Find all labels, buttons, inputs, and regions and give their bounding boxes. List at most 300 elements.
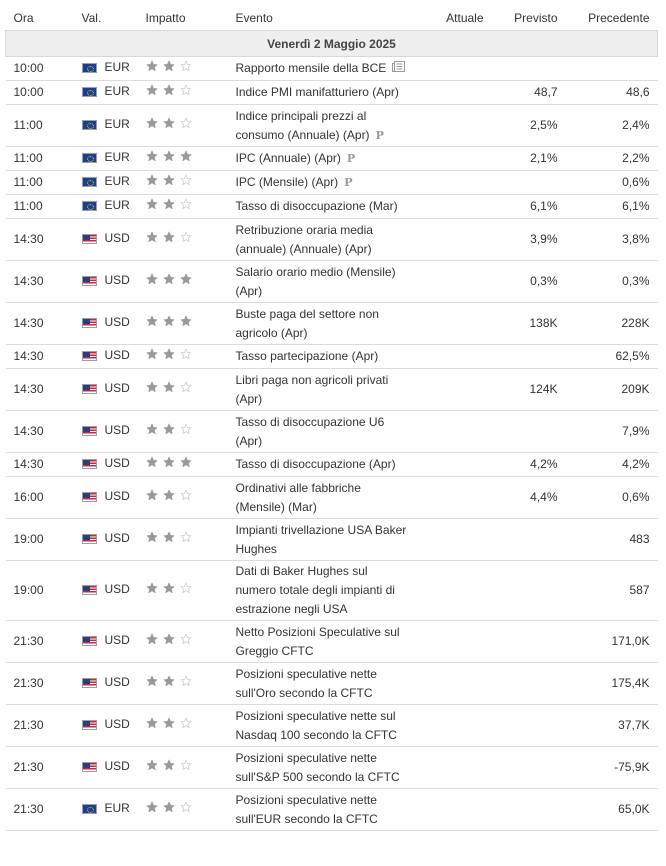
- star-filled-icon: [180, 315, 192, 327]
- impact-cell: [138, 147, 228, 171]
- event-name[interactable]: Buste paga del settore non agricolo (Apr): [235, 306, 379, 340]
- header-currency[interactable]: Val.: [74, 6, 138, 31]
- header-event[interactable]: Evento: [228, 6, 416, 31]
- actual-cell: [416, 621, 492, 663]
- event-cell[interactable]: [228, 747, 416, 789]
- star-filled-icon: [163, 531, 175, 543]
- event-name[interactable]: Tasso di disoccupazione (Mar): [235, 199, 398, 213]
- event-cell[interactable]: [228, 519, 416, 561]
- event-cell[interactable]: [228, 147, 416, 171]
- event-name[interactable]: Rapporto mensile della BCE: [235, 60, 387, 75]
- time-cell: 14:30: [6, 303, 74, 345]
- event-cell[interactable]: [228, 261, 416, 303]
- event-row[interactable]: [6, 261, 658, 303]
- impact-cell: [138, 81, 228, 105]
- event-row[interactable]: [6, 789, 658, 831]
- event-name[interactable]: Salario orario medio (Mensile) (Apr): [235, 264, 396, 298]
- header-forecast[interactable]: Previsto: [492, 6, 566, 31]
- impact-cell: [138, 219, 228, 261]
- currency-cell: [74, 345, 138, 369]
- time-cell: 21:30: [6, 747, 74, 789]
- event-row[interactable]: [6, 195, 658, 219]
- time-cell: 14:30: [6, 345, 74, 369]
- forecast-cell: 138K: [492, 303, 566, 345]
- impact-stars: [146, 633, 192, 645]
- event-cell[interactable]: [228, 303, 416, 345]
- actual-cell: [416, 261, 492, 303]
- impact-stars: [146, 456, 192, 468]
- event-row[interactable]: [6, 621, 658, 663]
- time-cell: 11:00: [6, 195, 74, 219]
- previous-cell: 2,4%: [566, 105, 658, 147]
- star-filled-icon: [146, 231, 158, 243]
- us-flag-icon: [82, 384, 97, 394]
- header-time[interactable]: Ora: [6, 6, 74, 31]
- preliminary-icon: P: [346, 152, 356, 165]
- event-name[interactable]: Indice PMI manifatturiero (Apr): [235, 85, 399, 99]
- impact-stars: [146, 150, 192, 162]
- star-empty-icon: [180, 348, 192, 360]
- forecast-cell: [492, 57, 566, 81]
- currency-code: USD: [104, 315, 130, 330]
- event-row[interactable]: [6, 747, 658, 789]
- star-filled-icon: [146, 381, 158, 393]
- economic-calendar: [5, 6, 657, 831]
- currency-cell: [74, 57, 138, 81]
- star-empty-icon: [180, 60, 192, 72]
- eu-flag-icon: [82, 201, 97, 211]
- header-impact[interactable]: Impatto: [138, 6, 228, 31]
- star-filled-icon: [163, 717, 175, 729]
- time-cell: 19:00: [6, 519, 74, 561]
- previous-cell: 171,0K: [566, 621, 658, 663]
- star-filled-icon: [146, 717, 158, 729]
- star-empty-icon: [180, 717, 192, 729]
- eu-flag-icon: [82, 87, 97, 97]
- actual-cell: [416, 477, 492, 519]
- event-name[interactable]: Indice principali prezzi al consumo (Annuale) (Apr): [235, 108, 370, 142]
- impact-stars: [146, 531, 192, 543]
- forecast-cell: [492, 411, 566, 453]
- previous-cell: 587: [566, 561, 658, 621]
- actual-cell: [416, 57, 492, 81]
- currency-cell: [74, 705, 138, 747]
- impact-stars: [146, 489, 192, 501]
- currency-code: EUR: [104, 117, 130, 132]
- us-flag-icon: [82, 585, 97, 595]
- impact-cell: [138, 789, 228, 831]
- actual-cell: [416, 705, 492, 747]
- event-cell[interactable]: [228, 369, 416, 411]
- star-filled-icon: [180, 150, 192, 162]
- previous-cell: 483: [566, 519, 658, 561]
- event-cell[interactable]: [228, 411, 416, 453]
- forecast-cell: 0,3%: [492, 261, 566, 303]
- us-flag-icon: [82, 636, 97, 646]
- star-empty-icon: [180, 633, 192, 645]
- currency-code: USD: [104, 348, 130, 363]
- star-filled-icon: [163, 315, 175, 327]
- event-cell[interactable]: [228, 105, 416, 147]
- star-filled-icon: [180, 456, 192, 468]
- star-filled-icon: [146, 531, 158, 543]
- star-filled-icon: [146, 456, 158, 468]
- currency-cell: [74, 303, 138, 345]
- star-empty-icon: [180, 423, 192, 435]
- forecast-cell: 4,4%: [492, 477, 566, 519]
- impact-cell: [138, 171, 228, 195]
- event-name[interactable]: Posizioni speculative nette sul Nasdaq 100 secondo la CFTC: [235, 708, 397, 742]
- currency-code: USD: [104, 675, 130, 690]
- currency-code: EUR: [104, 60, 130, 75]
- star-filled-icon: [163, 84, 175, 96]
- impact-cell: [138, 195, 228, 219]
- time-cell: 14:30: [6, 261, 74, 303]
- event-row[interactable]: [6, 561, 658, 621]
- time-cell: 14:30: [6, 411, 74, 453]
- event-cell[interactable]: [228, 477, 416, 519]
- us-flag-icon: [82, 534, 97, 544]
- currency-code: EUR: [104, 84, 130, 99]
- star-filled-icon: [146, 174, 158, 186]
- time-cell: 16:00: [6, 477, 74, 519]
- impact-cell: [138, 519, 228, 561]
- event-cell[interactable]: [228, 219, 416, 261]
- currency-cell: [74, 561, 138, 621]
- impact-stars: [146, 117, 192, 129]
- impact-cell: [138, 477, 228, 519]
- us-flag-icon: [82, 720, 97, 730]
- us-flag-icon: [82, 234, 97, 244]
- event-cell[interactable]: [228, 57, 416, 81]
- star-filled-icon: [146, 198, 158, 210]
- actual-cell: [416, 345, 492, 369]
- event-cell[interactable]: [228, 453, 416, 477]
- forecast-cell: [492, 345, 566, 369]
- currency-cell: [74, 219, 138, 261]
- time-cell: 14:30: [6, 453, 74, 477]
- star-empty-icon: [180, 489, 192, 501]
- star-filled-icon: [163, 174, 175, 186]
- previous-cell: 65,0K: [566, 789, 658, 831]
- star-empty-icon: [180, 531, 192, 543]
- currency-code: USD: [104, 381, 130, 396]
- eu-flag-icon: [82, 177, 97, 187]
- event-cell[interactable]: [228, 345, 416, 369]
- event-name[interactable]: Posizioni speculative nette sull'S&P 500 secondo la CFTC: [235, 750, 400, 784]
- impact-stars: [146, 717, 192, 729]
- event-row[interactable]: [6, 345, 658, 369]
- forecast-cell: 48,7: [492, 81, 566, 105]
- us-flag-icon: [82, 678, 97, 688]
- star-filled-icon: [163, 273, 175, 285]
- us-flag-icon: [82, 318, 97, 328]
- event-row[interactable]: [6, 219, 658, 261]
- currency-code: USD: [104, 231, 130, 246]
- us-flag-icon: [82, 492, 97, 502]
- forecast-cell: 6,1%: [492, 195, 566, 219]
- forecast-cell: [492, 519, 566, 561]
- forecast-cell: [492, 561, 566, 621]
- time-cell: 21:30: [6, 789, 74, 831]
- star-empty-icon: [180, 381, 192, 393]
- event-name[interactable]: Dati di Baker Hughes sul numero totale degli impianti di estrazione negli USA: [235, 564, 395, 616]
- currency-cell: [74, 147, 138, 171]
- previous-cell: 3,8%: [566, 219, 658, 261]
- impact-stars: [146, 198, 192, 210]
- impact-cell: [138, 705, 228, 747]
- currency-code: USD: [104, 759, 130, 774]
- star-empty-icon: [180, 231, 192, 243]
- currency-code: USD: [104, 633, 130, 648]
- forecast-cell: [492, 171, 566, 195]
- star-filled-icon: [146, 273, 158, 285]
- header-previous[interactable]: Precedente: [566, 6, 658, 31]
- event-name[interactable]: Tasso partecipazione (Apr): [235, 349, 379, 363]
- actual-cell: [416, 105, 492, 147]
- impact-cell: [138, 561, 228, 621]
- time-cell: 19:00: [6, 561, 74, 621]
- event-row[interactable]: [6, 519, 658, 561]
- currency-cell: [74, 789, 138, 831]
- star-empty-icon: [180, 84, 192, 96]
- impact-stars: [146, 273, 192, 285]
- previous-cell: 48,6: [566, 81, 658, 105]
- event-name[interactable]: Retribuzione oraria media (annuale) (Annuale) (Apr): [235, 222, 373, 256]
- actual-cell: [416, 147, 492, 171]
- currency-code: USD: [104, 273, 130, 288]
- star-filled-icon: [146, 423, 158, 435]
- previous-cell: 2,2%: [566, 147, 658, 171]
- currency-cell: [74, 105, 138, 147]
- event-cell[interactable]: [228, 789, 416, 831]
- currency-code: USD: [104, 489, 130, 504]
- event-name[interactable]: Posizioni speculative nette sull'Oro secondo la CFTC: [235, 666, 377, 700]
- previous-cell: 175,4K: [566, 663, 658, 705]
- actual-cell: [416, 303, 492, 345]
- star-filled-icon: [163, 348, 175, 360]
- forecast-cell: [492, 621, 566, 663]
- event-row[interactable]: [6, 303, 658, 345]
- star-empty-icon: [180, 759, 192, 771]
- event-row[interactable]: [6, 147, 658, 171]
- time-cell: 10:00: [6, 57, 74, 81]
- event-cell[interactable]: [228, 663, 416, 705]
- us-flag-icon: [82, 459, 97, 469]
- star-filled-icon: [146, 348, 158, 360]
- date-label: Venerdì 2 Maggio 2025: [6, 31, 658, 57]
- star-filled-icon: [146, 801, 158, 813]
- currency-cell: [74, 519, 138, 561]
- impact-cell: [138, 663, 228, 705]
- event-row[interactable]: [6, 705, 658, 747]
- impact-stars: [146, 231, 192, 243]
- impact-stars: [146, 423, 192, 435]
- previous-cell: 6,1%: [566, 195, 658, 219]
- eu-flag-icon: [82, 804, 97, 814]
- impact-cell: [138, 747, 228, 789]
- us-flag-icon: [82, 762, 97, 772]
- impact-cell: [138, 453, 228, 477]
- star-empty-icon: [180, 801, 192, 813]
- previous-cell: [566, 57, 658, 81]
- star-filled-icon: [146, 117, 158, 129]
- star-filled-icon: [146, 84, 158, 96]
- eu-flag-icon: [82, 120, 97, 130]
- previous-cell: 0,6%: [566, 477, 658, 519]
- event-row[interactable]: [6, 453, 658, 477]
- currency-cell: [74, 663, 138, 705]
- currency-cell: [74, 477, 138, 519]
- event-name[interactable]: Netto Posizioni Speculative sul Greggio CFTC: [235, 624, 400, 658]
- us-flag-icon: [82, 426, 97, 436]
- currency-code: EUR: [104, 150, 130, 165]
- forecast-cell: 2,5%: [492, 105, 566, 147]
- star-filled-icon: [163, 423, 175, 435]
- actual-cell: [416, 519, 492, 561]
- star-filled-icon: [163, 801, 175, 813]
- time-cell: 10:00: [6, 81, 74, 105]
- currency-cell: [74, 621, 138, 663]
- star-filled-icon: [163, 60, 175, 72]
- event-name[interactable]: Libri paga non agricoli privati (Apr): [235, 372, 389, 406]
- forecast-cell: 3,9%: [492, 219, 566, 261]
- currency-code: USD: [104, 456, 130, 471]
- star-empty-icon: [180, 174, 192, 186]
- event-cell[interactable]: [228, 195, 416, 219]
- event-name[interactable]: Ordinativi alle fabbriche (Mensile) (Mar): [235, 480, 361, 514]
- time-cell: 21:30: [6, 705, 74, 747]
- forecast-cell: [492, 705, 566, 747]
- event-name[interactable]: Tasso di disoccupazione U6 (Apr): [235, 414, 385, 448]
- star-empty-icon: [180, 582, 192, 594]
- star-empty-icon: [180, 117, 192, 129]
- currency-cell: [74, 195, 138, 219]
- header-row: [6, 6, 658, 31]
- currency-code: EUR: [104, 174, 130, 189]
- star-filled-icon: [146, 582, 158, 594]
- previous-cell: 228K: [566, 303, 658, 345]
- event-cell[interactable]: [228, 171, 416, 195]
- event-cell[interactable]: [228, 621, 416, 663]
- time-cell: 21:30: [6, 663, 74, 705]
- previous-cell: 62,5%: [566, 345, 658, 369]
- impact-stars: [146, 84, 192, 96]
- event-row[interactable]: [6, 477, 658, 519]
- impact-stars: [146, 759, 192, 771]
- date-row: [6, 31, 658, 57]
- star-filled-icon: [180, 273, 192, 285]
- impact-stars: [146, 60, 192, 72]
- star-filled-icon: [146, 150, 158, 162]
- event-name[interactable]: IPC (Annuale) (Apr): [235, 151, 341, 165]
- impact-cell: [138, 105, 228, 147]
- currency-code: USD: [104, 423, 130, 438]
- star-filled-icon: [146, 315, 158, 327]
- star-filled-icon: [163, 381, 175, 393]
- event-cell[interactable]: [228, 561, 416, 621]
- star-filled-icon: [146, 60, 158, 72]
- header-actual[interactable]: Attuale: [416, 6, 492, 31]
- event-row[interactable]: [6, 369, 658, 411]
- forecast-cell: [492, 663, 566, 705]
- actual-cell: [416, 789, 492, 831]
- event-name[interactable]: Impianti trivellazione USA Baker Hughes: [235, 522, 407, 556]
- currency-code: EUR: [104, 198, 130, 213]
- star-filled-icon: [146, 759, 158, 771]
- impact-cell: [138, 369, 228, 411]
- event-row[interactable]: [6, 411, 658, 453]
- event-row[interactable]: [6, 81, 658, 105]
- impact-stars: [146, 381, 192, 393]
- impact-cell: [138, 345, 228, 369]
- event-row[interactable]: [6, 663, 658, 705]
- report-icon[interactable]: [392, 59, 405, 78]
- event-row[interactable]: [6, 171, 658, 195]
- star-filled-icon: [163, 456, 175, 468]
- time-cell: 11:00: [6, 105, 74, 147]
- actual-cell: [416, 369, 492, 411]
- eu-flag-icon: [82, 63, 97, 73]
- previous-cell: 37,7K: [566, 705, 658, 747]
- actual-cell: [416, 663, 492, 705]
- actual-cell: [416, 81, 492, 105]
- event-cell[interactable]: [228, 705, 416, 747]
- currency-cell: [74, 747, 138, 789]
- currency-code: EUR: [104, 801, 130, 816]
- currency-cell: [74, 261, 138, 303]
- impact-stars: [146, 348, 192, 360]
- previous-cell: 7,9%: [566, 411, 658, 453]
- us-flag-icon: [82, 351, 97, 361]
- time-cell: 14:30: [6, 219, 74, 261]
- impact-stars: [146, 801, 192, 813]
- event-name[interactable]: IPC (Mensile) (Apr): [235, 175, 339, 189]
- forecast-cell: 2,1%: [492, 147, 566, 171]
- star-filled-icon: [163, 150, 175, 162]
- impact-cell: [138, 57, 228, 81]
- star-filled-icon: [163, 759, 175, 771]
- actual-cell: [416, 747, 492, 789]
- impact-stars: [146, 582, 192, 594]
- event-name[interactable]: Posizioni speculative nette sull'EUR secondo la CFTC: [235, 792, 378, 826]
- actual-cell: [416, 561, 492, 621]
- event-row[interactable]: [6, 57, 658, 81]
- previous-cell: -75,9K: [566, 747, 658, 789]
- impact-cell: [138, 411, 228, 453]
- event-row[interactable]: [6, 105, 658, 147]
- currency-code: USD: [104, 717, 130, 732]
- time-cell: 21:30: [6, 621, 74, 663]
- star-filled-icon: [163, 117, 175, 129]
- impact-stars: [146, 675, 192, 687]
- event-name[interactable]: Tasso di disoccupazione (Apr): [235, 457, 396, 471]
- star-filled-icon: [163, 231, 175, 243]
- previous-cell: 0,3%: [566, 261, 658, 303]
- time-cell: 11:00: [6, 147, 74, 171]
- actual-cell: [416, 219, 492, 261]
- actual-cell: [416, 195, 492, 219]
- event-cell[interactable]: [228, 81, 416, 105]
- preliminary-icon: P: [375, 128, 384, 142]
- star-filled-icon: [163, 582, 175, 594]
- star-filled-icon: [146, 675, 158, 687]
- previous-cell: 209K: [566, 369, 658, 411]
- actual-cell: [416, 171, 492, 195]
- star-filled-icon: [163, 489, 175, 501]
- currency-code: USD: [104, 531, 130, 546]
- star-filled-icon: [146, 633, 158, 645]
